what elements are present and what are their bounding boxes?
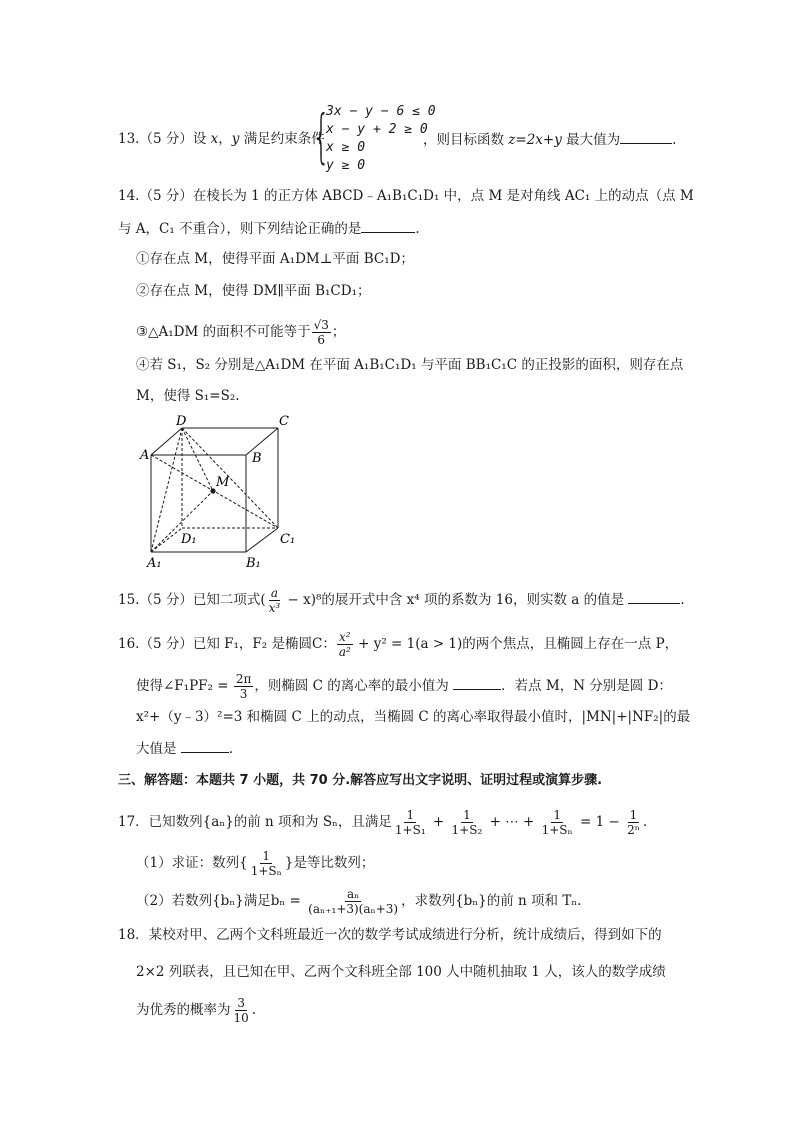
q17-part-2-fraction bbox=[306, 887, 400, 916]
fraction-numerator: 1 bbox=[629, 808, 638, 822]
q13-constraint-2: x − y + 2 ≥ 0 bbox=[326, 122, 428, 137]
fraction-numerator: x² bbox=[339, 630, 351, 644]
q16-line-3: x²+（y﹣3）²=3 和椭圆 C 上的动点，当椭圆 C 的离心率取得最小值时，|MN|+|NF₂|的最 bbox=[136, 709, 691, 725]
q13-text-b: 满足约束条件 bbox=[239, 131, 325, 147]
q13-var-x: x bbox=[210, 131, 219, 147]
fraction-denominator: a² bbox=[338, 645, 351, 659]
q17-term-2 bbox=[450, 808, 485, 837]
fraction-numerator: 1 bbox=[463, 808, 471, 822]
q13-text-d: 最大值为 bbox=[561, 132, 621, 148]
fraction-numerator: aₙ bbox=[346, 887, 360, 901]
q14-option-3 bbox=[136, 318, 345, 347]
q13-text-c: ，则目标函数 bbox=[423, 132, 509, 148]
q16-end: . bbox=[228, 741, 234, 757]
line-DC1 bbox=[182, 428, 278, 528]
q17-rhs-fraction bbox=[625, 808, 642, 837]
q16-answer-blank-1[interactable] bbox=[453, 675, 501, 690]
label-C: C bbox=[279, 414, 289, 429]
line-DM bbox=[182, 428, 213, 491]
q16-text-a: 16.（5 分）已知 F₁，F₂ 是椭圆C： bbox=[118, 636, 336, 652]
q13-constraint-4: y ≥ 0 bbox=[326, 158, 366, 173]
q14-option-3-fraction bbox=[312, 318, 331, 347]
fraction-denominator: 1+S₁ bbox=[394, 823, 426, 837]
q16-line-4 bbox=[136, 738, 233, 759]
fraction-numerator: √3 bbox=[313, 318, 329, 332]
q15-fraction bbox=[267, 586, 283, 615]
label-D1: D₁ bbox=[181, 532, 197, 547]
q16-answer-blank-2[interactable] bbox=[181, 738, 229, 753]
q16-line-2 bbox=[136, 672, 672, 701]
label-C1: C₁ bbox=[280, 532, 296, 547]
q15-text-a: 15.（5 分）已知二项式( bbox=[118, 592, 266, 608]
q14-line-2-end: . bbox=[415, 221, 420, 237]
q14-line-2-text: 与 A，C₁ 不重合），则下列结论正确的是 bbox=[118, 221, 362, 237]
q15-line bbox=[118, 586, 685, 615]
q16-line-1 bbox=[118, 630, 678, 659]
q13-comma: ， bbox=[218, 131, 232, 147]
q17-end: . bbox=[642, 814, 648, 830]
q17-part-1-text-b: }是等比数列； bbox=[284, 855, 375, 871]
q14-line-1: 14.（5 分）在棱长为 1 的正方体 ABCD﹣A₁B₁C₁D₁ 中，点 M 是对角线 AC₁ 上的动点（点 M bbox=[118, 188, 694, 204]
q16-line-4-text: 大值是 bbox=[136, 741, 181, 757]
fraction-numerator: 3 bbox=[237, 996, 245, 1010]
label-A1: A₁ bbox=[147, 556, 162, 571]
fraction-denominator: 1+Sₙ bbox=[541, 823, 573, 837]
q13-brace: { bbox=[312, 102, 331, 170]
q17-plus: + bbox=[428, 814, 449, 830]
fraction-numerator: 1 bbox=[262, 849, 271, 863]
fraction-numerator: 1 bbox=[406, 808, 415, 822]
q18-fraction bbox=[232, 996, 251, 1025]
fraction-numerator: 2π bbox=[235, 672, 252, 686]
q13-answer-blank[interactable] bbox=[620, 129, 672, 144]
q14-answer-blank[interactable] bbox=[361, 218, 415, 233]
q17-part-1-fraction bbox=[249, 849, 284, 878]
label-M: M bbox=[216, 475, 230, 490]
fraction-numerator: 1 bbox=[553, 808, 561, 822]
q18-line-3-text: 为优秀的概率为 bbox=[136, 1002, 231, 1018]
q18-line-1: 18．某校对甲、乙两个文科班最近一次的数学考试成绩进行分析，统计成绩后，得到如下的 bbox=[118, 927, 662, 943]
q16-text-e: ．若点 M，N 分别是圆 D： bbox=[501, 678, 672, 694]
q17-line-1 bbox=[118, 808, 647, 837]
q17-text-a: 17．已知数列{aₙ}的前 n 项和为 Sₙ，且满足 bbox=[118, 814, 392, 830]
section-3-heading: 三、解答题：本题共 7 小题，共 70 分.解答应写出文字说明、证明过程或演算步骤. bbox=[118, 773, 603, 788]
fraction-denominator: (aₙ₊₁+3)(aₙ+3) bbox=[308, 902, 399, 916]
q17-part-1-text-a: （1）求证：数列{ bbox=[136, 855, 248, 871]
q17-part-2-text-b: ，求数列{bₙ}的前 n 项和 Tₙ. bbox=[401, 893, 582, 909]
q16-fraction bbox=[337, 630, 353, 659]
q17-part-1 bbox=[136, 849, 374, 878]
q13-end: . bbox=[672, 132, 677, 148]
q14-option-1: ①存在点 M，使得平面 A₁DM⊥平面 BC₁D； bbox=[136, 251, 414, 267]
q13-constraint-1: 3x − y − 6 ≤ 0 bbox=[326, 104, 436, 119]
q15-end: . bbox=[680, 592, 685, 608]
cube-figure bbox=[136, 412, 316, 572]
q14-option-3-text: ③△A₁DM 的面积不可能等于 bbox=[136, 324, 311, 340]
q17-part-2 bbox=[136, 887, 581, 916]
fraction-denominator: 10 bbox=[233, 1011, 249, 1025]
q17-part-2-text-a: （2）若数列{bₙ}满足bₙ = bbox=[136, 893, 306, 909]
line-A1D bbox=[151, 428, 182, 552]
fraction-denominator: 6 bbox=[317, 333, 326, 347]
q15-answer-blank[interactable] bbox=[628, 589, 680, 604]
q13-score: （5 分） bbox=[139, 131, 193, 147]
q13-line-tail bbox=[423, 129, 676, 150]
q13-constraint-3: x ≥ 0 bbox=[326, 140, 366, 155]
q15-text-b: − x)⁸的展开式中含 x⁴ 项的系数为 16，则实数 a 的值是 bbox=[283, 592, 629, 608]
label-D: D bbox=[176, 414, 187, 429]
q13-number: 13. bbox=[118, 131, 140, 147]
point-M bbox=[210, 488, 215, 493]
q16-text-b: + y² = 1(a > 1)的两个焦点，且椭圆上存在一点 P， bbox=[353, 636, 679, 652]
edge-AD bbox=[151, 428, 182, 455]
edge-BC bbox=[246, 428, 278, 455]
q16-angle-fraction bbox=[234, 672, 254, 701]
q17-term-1 bbox=[393, 808, 428, 837]
q17-equals: = 1 − bbox=[575, 814, 625, 830]
q18-line-2: 2×2 列联表，且已知在甲、乙两个文科班全部 100 人中随机抽取 1 人，该人的数学成绩 bbox=[136, 964, 666, 980]
fraction-denominator: 2ⁿ bbox=[627, 823, 640, 837]
q17-dots: + ⋯ + bbox=[485, 814, 539, 830]
fraction-denominator: 1+S₂ bbox=[451, 823, 483, 837]
label-B1: B₁ bbox=[246, 556, 261, 571]
q13-text-a: 设 bbox=[192, 131, 211, 147]
fraction-denominator: 1+Sₙ bbox=[250, 864, 282, 878]
q14-option-4-line-1: ④若 S₁，S₂ 分别是△A₁DM 在平面 A₁B₁C₁D₁ 与平面 BB₁C₁C 的正投影的面积，则存在点 bbox=[136, 357, 684, 373]
q13-var-y: y bbox=[231, 131, 240, 147]
edge-B1C1 bbox=[246, 528, 278, 552]
q14-option-3-end: ； bbox=[331, 324, 346, 340]
q17-term-n bbox=[540, 808, 575, 837]
q13-line bbox=[118, 129, 325, 149]
q14-option-4-line-2: M，使得 S₁=S₂. bbox=[136, 388, 240, 404]
fraction-numerator: a bbox=[270, 586, 278, 600]
q18-line-3 bbox=[136, 996, 256, 1025]
q16-text-d: ，则椭圆 C 的离心率的最小值为 bbox=[254, 678, 454, 694]
fraction-denominator: 3 bbox=[239, 687, 248, 701]
label-B: B bbox=[252, 451, 262, 466]
q18-end: . bbox=[251, 1002, 257, 1018]
label-A: A bbox=[140, 448, 150, 463]
q14-option-2: ②存在点 M，使得 DM∥平面 B₁CD₁； bbox=[136, 283, 371, 299]
q13-objective: z=2x+y bbox=[508, 132, 562, 148]
q14-line-2 bbox=[118, 218, 420, 239]
fraction-denominator: x³ bbox=[268, 601, 281, 615]
q16-text-c: 使得∠F₁PF₂ = bbox=[136, 678, 233, 694]
